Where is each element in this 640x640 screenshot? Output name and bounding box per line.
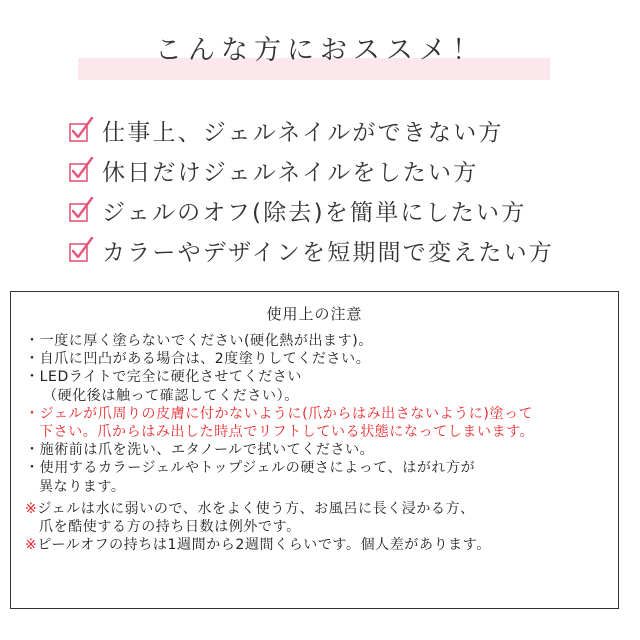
notice-line: ・LEDライトで完全に硬化させてください	[25, 369, 303, 386]
notice-footnote	[25, 500, 615, 518]
notice-title: 使用上の注意	[266, 305, 363, 323]
recommendation-checklist	[66, 110, 626, 270]
footnote-text: ジェルは水に弱いので、水をよく使う方、お風呂に長く浸かる方、	[37, 500, 475, 517]
checklist-item-text: 仕事上、ジェルネイルができない方	[102, 119, 504, 146]
checkbox-checked-icon	[66, 155, 96, 185]
footnote-text: ピールオフの持ちは1週間から2週間くらいです。個人差があります。	[37, 537, 491, 554]
checklist-item	[66, 150, 626, 190]
heading-container	[0, 28, 640, 67]
notice-line: ・施術前は爪を洗い、エタノールで拭いてください。	[25, 442, 375, 459]
checkbox-checked-icon	[66, 235, 96, 265]
notice-warning-line: ・ジェルが爪周りの皮膚に付かないように(爪からはみ出さないように)塗って	[25, 405, 534, 422]
checkbox-checked-icon	[66, 115, 96, 145]
checklist-item	[66, 230, 626, 270]
notice-line: ・自爪に凹凸がある場合は、2度塗りしてください。	[25, 351, 371, 368]
notice-line: ・使用するカラージェルやトップジェルの硬さによって、はがれ方が	[25, 460, 476, 477]
notice-line: ・一度に厚く塗らないでください(硬化熱が出ます)。	[25, 333, 373, 349]
checkbox-checked-icon	[66, 195, 96, 225]
notice-line: 異なります。	[39, 478, 126, 495]
checklist-item-text: 休日だけジェルネイルをしたい方	[102, 159, 479, 186]
notice-line: 爪を酷使する方の持ち日数は例外です。	[39, 518, 301, 535]
notice-footnote	[25, 536, 615, 554]
page-heading: こんな方におススメ！	[155, 35, 485, 66]
checklist-item	[66, 190, 626, 230]
note-mark: ※	[25, 537, 38, 554]
note-mark: ※	[25, 500, 38, 517]
checklist-item-text: カラーやデザインを短期間で変えたい方	[102, 239, 554, 266]
notice-body	[25, 332, 615, 554]
notice-warning-line: 下さい。爪からはみ出した時点でリフトしている状態になってしまいます。	[39, 423, 535, 440]
usage-notice-box	[10, 291, 619, 609]
checklist-item	[66, 110, 626, 150]
notice-line: （硬化後は触って確認してください）。	[43, 387, 299, 404]
checklist-item-text: ジェルのオフ(除去)を簡単にしたい方	[102, 199, 527, 226]
